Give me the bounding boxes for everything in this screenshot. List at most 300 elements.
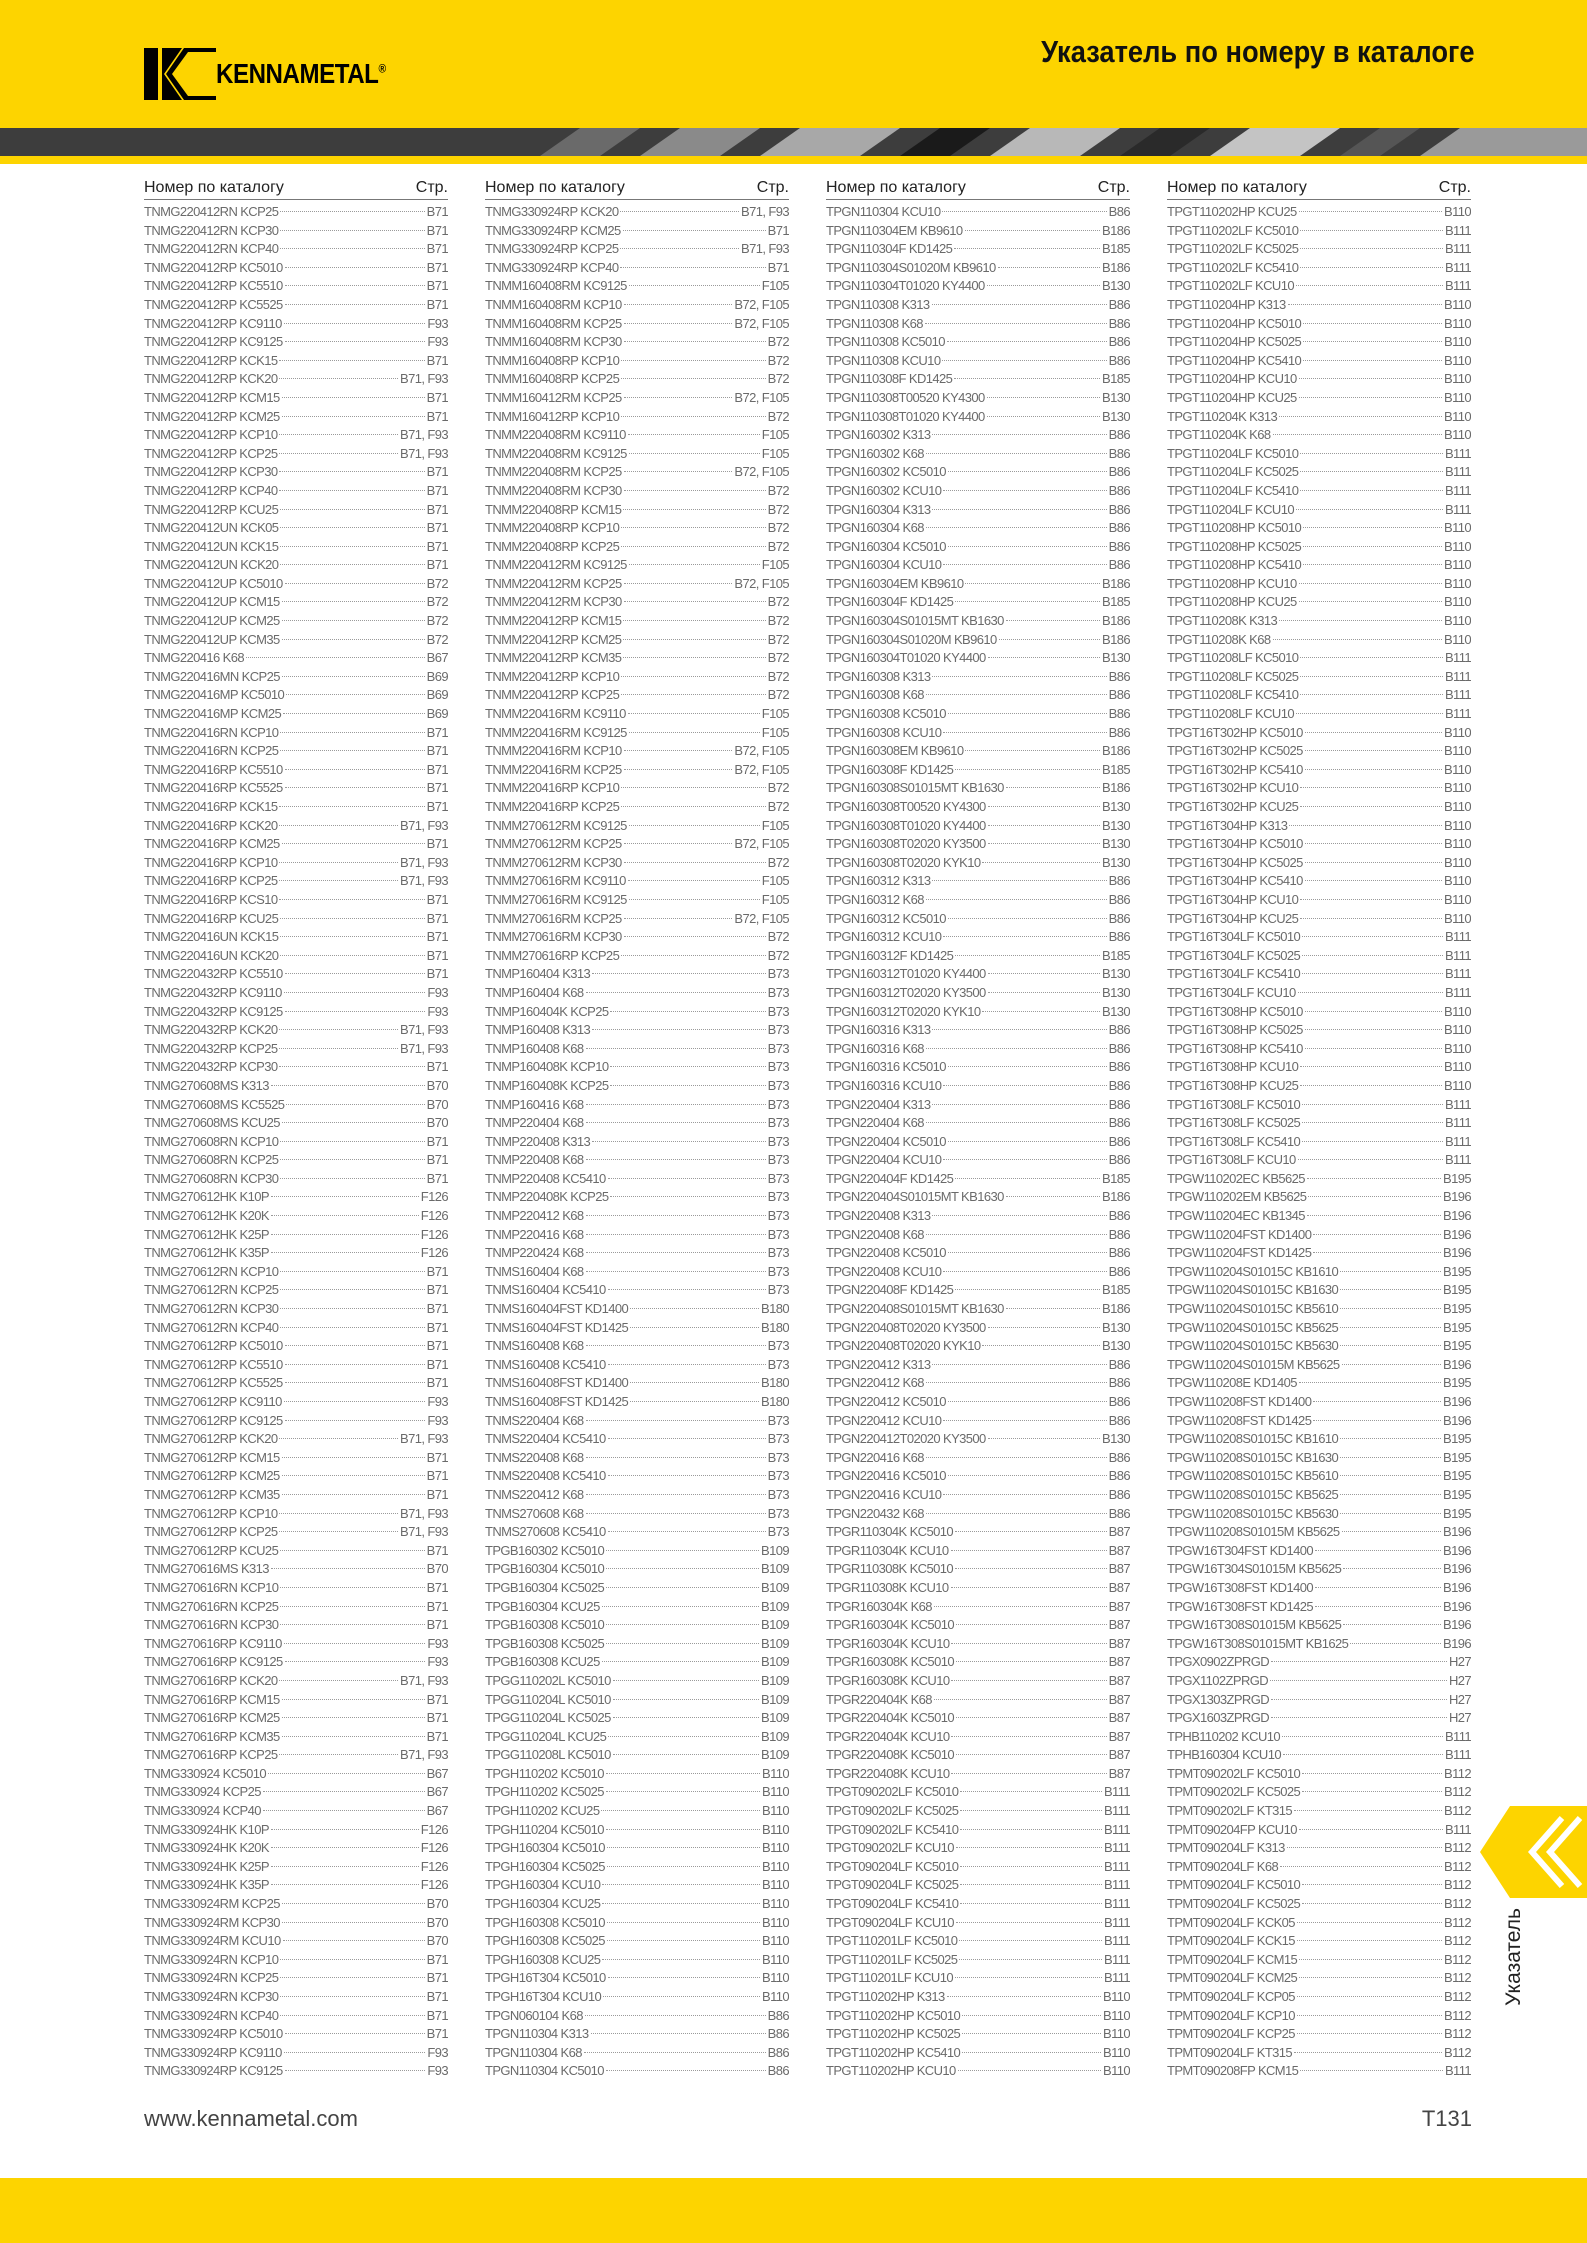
page-reference: B71 <box>426 408 448 424</box>
table-row <box>826 1672 1130 1691</box>
table-row <box>485 705 789 724</box>
page-reference: B111 <box>1444 1728 1471 1744</box>
dot-leader <box>948 1066 1107 1067</box>
table-row <box>1167 259 1471 278</box>
page-reference: B86 <box>1108 334 1130 350</box>
table-row <box>144 1969 448 1988</box>
page-header: Стр. <box>1097 179 1130 196</box>
dot-leader <box>943 1271 1106 1272</box>
page-reference: B130 <box>1102 1431 1130 1447</box>
table-row <box>485 1300 789 1319</box>
page-reference: B110 <box>1444 1077 1471 1093</box>
dot-leader <box>965 583 1100 584</box>
catalog-number: TNMG220416UN KCK15 <box>144 929 279 945</box>
table-row <box>485 426 789 445</box>
table-row <box>826 240 1130 259</box>
table-row <box>826 1635 1130 1654</box>
page-reference: B86 <box>1108 1040 1130 1056</box>
catalog-number: TNMM160408RM KCP25 <box>485 315 622 331</box>
page-reference: B110 <box>1444 1003 1471 1019</box>
catalog-number: TNMM160408RP KCP25 <box>485 371 620 387</box>
header-band <box>0 0 1587 128</box>
dot-leader <box>282 601 425 602</box>
page-reference: B87 <box>1108 1747 1130 1763</box>
table-row <box>485 203 789 222</box>
catalog-number: TNMG220412UP KCM35 <box>144 631 280 647</box>
page-reference: B196 <box>1443 1245 1471 1261</box>
catalog-number: TPGX1102ZPRGD <box>1167 1672 1269 1688</box>
catalog-number: TNMM270612RM KCP30 <box>485 854 622 870</box>
catalog-number: TPGN160304 KCU10 <box>826 557 942 573</box>
catalog-number: TNMG220416RP KC5510 <box>144 761 283 777</box>
page-reference: B111 <box>1444 1152 1471 1168</box>
dot-leader <box>592 1141 765 1142</box>
catalog-number: TNMM220416RM KCP25 <box>485 761 622 777</box>
dot-leader <box>1302 1773 1442 1774</box>
table-row <box>1167 1003 1471 1022</box>
table-row <box>1167 1505 1471 1524</box>
dot-leader <box>629 285 760 286</box>
catalog-number: TPGT110204LF KC5410 <box>1167 482 1299 498</box>
catalog-number: TPGT110204LF KC5025 <box>1167 464 1299 480</box>
dot-leader <box>1297 2033 1442 2034</box>
catalog-number: TNMG220412UP KCM15 <box>144 594 280 610</box>
table-row <box>485 1672 789 1691</box>
page-reference: B73 <box>767 1170 789 1186</box>
dot-leader <box>280 1289 424 1290</box>
table-row <box>1167 445 1471 464</box>
dot-leader <box>586 1420 766 1421</box>
catalog-number: TPGN160302 KCU10 <box>826 482 942 498</box>
dot-leader <box>280 750 424 751</box>
dot-leader <box>960 1884 1102 1885</box>
dot-leader <box>988 843 1100 844</box>
page-reference: B196 <box>1443 1189 1471 1205</box>
dot-leader <box>607 1940 760 1941</box>
dot-leader <box>1299 378 1442 379</box>
catalog-number: TPGN110304 KC5010 <box>485 2063 604 2079</box>
table-row <box>485 742 789 761</box>
table-row <box>144 1542 448 1561</box>
dot-leader <box>962 2033 1101 2034</box>
footer-url[interactable]: www.kennametal.com <box>144 2106 358 2131</box>
table-row <box>144 668 448 687</box>
dot-leader <box>282 1717 425 1718</box>
table-row <box>826 1839 1130 1858</box>
catalog-number: TPGN160304S01020M KB9610 <box>826 631 997 647</box>
catalog-number: TPGX0902ZPRGD <box>1167 1654 1270 1670</box>
catalog-number: TPGB160304 KC5010 <box>485 1561 605 1577</box>
catalog-number: TNMG220412RP KC5525 <box>144 296 283 312</box>
table-row <box>1167 1467 1471 1486</box>
table-row <box>144 538 448 557</box>
catalog-number: TPGT090202LF KC5410 <box>826 1821 959 1837</box>
dot-leader <box>279 1513 398 1514</box>
dot-leader <box>280 936 424 937</box>
page-reference: B195 <box>1443 1468 1471 1484</box>
table-row <box>144 240 448 259</box>
catalog-number: TPGT110202HP KC5010 <box>826 2007 961 2023</box>
table-row <box>1167 482 1471 501</box>
page-reference: B71, F93 <box>741 241 789 257</box>
dot-leader <box>1305 750 1442 751</box>
catalog-number: TPGT110208HP KC5025 <box>1167 538 1302 554</box>
page-reference: B186 <box>1102 222 1130 238</box>
page-reference: B71 <box>426 1319 448 1335</box>
page-reference: F105 <box>761 873 789 889</box>
page-reference: B86 <box>1108 929 1130 945</box>
table-row <box>826 556 1130 575</box>
page-reference: B71 <box>426 222 448 238</box>
page-reference: B72 <box>767 538 789 554</box>
table-row <box>1167 593 1471 612</box>
catalog-number: TPGT110204HP K313 <box>1167 296 1286 312</box>
page-reference: B110 <box>1444 296 1471 312</box>
page-reference: B71 <box>426 780 448 796</box>
page-reference: B130 <box>1102 389 1130 405</box>
table-row <box>485 1281 789 1300</box>
table-row <box>826 1281 1130 1300</box>
table-row <box>1167 463 1471 482</box>
page-reference: B73 <box>767 1449 789 1465</box>
table-row <box>1167 426 1471 445</box>
table-row <box>826 1505 1130 1524</box>
catalog-number: TPGT110202LF KC5410 <box>1167 259 1299 275</box>
page-reference: B110 <box>1444 204 1471 219</box>
page-reference: B110 <box>762 1821 789 1837</box>
catalog-number: TPGN160304T01020 KY4400 <box>826 650 986 666</box>
page-reference: B70 <box>426 1914 448 1930</box>
dot-leader <box>628 434 760 435</box>
table-row <box>144 1412 448 1431</box>
page-reference: B72 <box>767 594 789 610</box>
dot-leader <box>282 639 425 640</box>
table-row <box>1167 1151 1471 1170</box>
dot-leader <box>926 1382 1107 1383</box>
table-row <box>826 1560 1130 1579</box>
dot-leader <box>948 1141 1107 1142</box>
page-reference: B71 <box>426 482 448 498</box>
catalog-number: TPGN160304 K68 <box>826 520 924 536</box>
page-reference: F105 <box>761 891 789 907</box>
dot-leader <box>280 248 424 249</box>
dot-leader <box>608 1475 766 1476</box>
page-reference: B110 <box>762 1784 789 1800</box>
table-row <box>485 1226 789 1245</box>
dot-leader <box>586 1457 766 1458</box>
catalog-number: TNMG220412RP KCM15 <box>144 389 280 405</box>
catalog-number: TNMM160408RP KCP10 <box>485 352 620 368</box>
page-reference: B71 <box>426 1356 448 1372</box>
page-reference: B69 <box>426 687 448 703</box>
page-reference: B110 <box>1444 408 1471 424</box>
page-reference: B110 <box>1444 352 1471 368</box>
table-row <box>144 1523 448 1542</box>
page-reference: B186 <box>1102 575 1130 591</box>
catalog-number: TPGW16T308S01015MT KB1625 <box>1167 1635 1349 1651</box>
table-row <box>144 1151 448 1170</box>
catalog-number: TPGH160304 KCU10 <box>485 1877 601 1893</box>
catalog-number: TNMG330924RM KCU10 <box>144 1933 281 1949</box>
page-reference: B111 <box>1444 706 1471 722</box>
table-row <box>485 817 789 836</box>
dot-leader <box>956 1717 1107 1718</box>
page-reference: F93 <box>427 1003 448 1019</box>
page-reference: B195 <box>1443 1505 1471 1521</box>
page-header: Стр. <box>1438 179 1471 196</box>
dot-leader <box>956 1661 1107 1662</box>
page-reference: F93 <box>427 1635 448 1651</box>
table-row <box>1167 668 1471 687</box>
catalog-number: TNMP220408 K313 <box>485 1133 591 1149</box>
page-reference: B180 <box>761 1375 789 1391</box>
dot-leader <box>629 732 760 733</box>
dot-leader <box>624 843 733 844</box>
catalog-number: TPGN220416 KC5010 <box>826 1468 946 1484</box>
page-reference: B111 <box>1444 241 1471 257</box>
catalog-number: TPGT110208LF KC5410 <box>1167 687 1299 703</box>
page-reference: B71 <box>426 743 448 759</box>
page-reference: B185 <box>1102 1170 1130 1186</box>
dot-leader <box>1302 1122 1443 1123</box>
dot-leader <box>282 676 425 677</box>
dot-leader <box>246 657 425 658</box>
page-reference: B86 <box>1108 1505 1130 1521</box>
catalog-number: TNMP220416 K68 <box>485 1226 584 1242</box>
catalog-number: TPGN220408 KC5010 <box>826 1245 946 1261</box>
table-row <box>144 1467 448 1486</box>
table-row <box>144 1783 448 1802</box>
dot-leader <box>926 694 1107 695</box>
dot-leader <box>282 1457 425 1458</box>
catalog-number: TPGN160302 K68 <box>826 445 924 461</box>
page-reference: B111 <box>1103 1784 1130 1800</box>
page-reference: B86 <box>1108 724 1130 740</box>
page-reference: B130 <box>1102 984 1130 1000</box>
page-reference: B86 <box>767 2063 789 2079</box>
table-row <box>485 910 789 929</box>
dot-leader <box>624 769 733 770</box>
table-row <box>826 1244 1130 1263</box>
table-row <box>144 1505 448 1524</box>
catalog-number: TNMG270608MS KC5525 <box>144 1096 285 1112</box>
table-row <box>144 277 448 296</box>
catalog-number: TPGN220404 K313 <box>826 1096 931 1112</box>
table-row <box>826 1058 1130 1077</box>
catalog-number: TNMS160408 K68 <box>485 1338 584 1354</box>
table-row <box>485 1821 789 1840</box>
page-reference: B111 <box>1444 1115 1471 1131</box>
page-reference: F105 <box>761 817 789 833</box>
dot-leader <box>943 490 1106 491</box>
page-reference: B196 <box>1443 1394 1471 1409</box>
page-reference: H27 <box>1448 1654 1471 1670</box>
table-row <box>826 1040 1130 1059</box>
table-row <box>826 482 1130 501</box>
table-row <box>485 1505 789 1524</box>
table-row <box>1167 1653 1471 1672</box>
page-reference: B71 <box>426 520 448 536</box>
dot-leader <box>1313 1401 1441 1402</box>
catalog-number: TNMP220412 K68 <box>485 1208 584 1224</box>
page-reference: F105 <box>761 445 789 461</box>
table-row <box>485 649 789 668</box>
catalog-number: TNMM160408RM KCP10 <box>485 296 622 312</box>
table-row <box>826 203 1130 222</box>
dot-leader <box>606 1550 759 1551</box>
table-row <box>1167 1077 1471 1096</box>
dot-leader <box>1302 973 1443 974</box>
table-row <box>1167 1783 1471 1802</box>
dot-leader <box>1300 676 1443 677</box>
table-row <box>144 1932 448 1951</box>
table-row <box>1167 333 1471 352</box>
page-reference: B71, F93 <box>400 817 448 833</box>
catalog-number: TPGT16T304LF KC5025 <box>1167 947 1301 963</box>
table-row <box>144 891 448 910</box>
catalog-number: TNMG270612HK K10P <box>144 1189 269 1205</box>
catalog-number: TPGW16T304S01015M KB5625 <box>1167 1561 1342 1577</box>
table-row <box>144 965 448 984</box>
table-row <box>1167 872 1471 891</box>
dot-leader <box>271 1866 419 1867</box>
table-row <box>144 1300 448 1319</box>
table-row <box>144 1579 448 1598</box>
page-reference: B111 <box>1444 984 1471 1000</box>
page-reference: B70 <box>426 1115 448 1131</box>
catalog-number: TPGN110304EM KB9610 <box>826 222 963 238</box>
page-reference: F126 <box>420 1226 448 1242</box>
table-row <box>1167 724 1471 743</box>
catalog-number: TNMG270616RP KCP25 <box>144 1747 278 1763</box>
table-row <box>826 631 1130 650</box>
table-row <box>1167 352 1471 371</box>
table-row <box>144 612 448 631</box>
page-reference: B130 <box>1102 650 1130 666</box>
dot-leader <box>1305 732 1442 733</box>
catalog-number: TNMG330924RP KC9125 <box>144 2063 283 2079</box>
dot-leader <box>1288 304 1442 305</box>
page-reference: B110 <box>1103 2026 1130 2042</box>
page-reference: B72, F105 <box>734 296 789 312</box>
table-row <box>1167 1263 1471 1282</box>
catalog-number: TPGW110208FST KD1425 <box>1167 1412 1312 1428</box>
dot-leader <box>1315 1587 1441 1588</box>
dot-leader <box>1340 1457 1441 1458</box>
dot-leader <box>1303 323 1442 324</box>
catalog-number: TNMM220412RP KCP25 <box>485 687 620 703</box>
page-reference: B112 <box>1444 1765 1471 1781</box>
catalog-number: TPMT090204LF KCK05 <box>1167 1914 1295 1930</box>
table-row <box>485 1914 789 1933</box>
page-reference: B112 <box>1444 1877 1471 1893</box>
catalog-number: TNMG330924HK K10P <box>144 1821 269 1837</box>
table-row <box>1167 1374 1471 1393</box>
table-row <box>144 1096 448 1115</box>
dot-leader <box>610 1011 765 1012</box>
page-reference: B73 <box>767 1282 789 1298</box>
dot-leader <box>630 1308 759 1309</box>
page-reference: B111 <box>1444 482 1471 498</box>
page-reference: B86 <box>1108 464 1130 480</box>
catalog-number: TNMM270616RM KCP25 <box>485 910 622 926</box>
catalog-number: TPGN160308T00520 KY4300 <box>826 799 986 814</box>
page-reference: B71 <box>426 1970 448 1986</box>
dot-leader <box>932 509 1106 510</box>
page-reference: B109 <box>761 1654 789 1670</box>
catalog-number: TPGW110204S01015C KB1630 <box>1167 1282 1339 1298</box>
catalog-number: TPGN110308 KC5010 <box>826 334 945 350</box>
dot-leader <box>285 2033 425 2034</box>
page-reference: B110 <box>1444 817 1471 833</box>
catalog-number: TNMM220408RM KCP25 <box>485 464 622 480</box>
page-reference: F126 <box>420 1877 448 1893</box>
table-row <box>485 984 789 1003</box>
table-row <box>485 1876 789 1895</box>
table-row <box>1167 1133 1471 1152</box>
dot-leader <box>280 732 424 733</box>
catalog-number: TNMS270608 K68 <box>485 1505 584 1521</box>
catalog-number: TNMM160408RM KC9125 <box>485 278 627 294</box>
dot-leader <box>1313 1234 1441 1235</box>
dot-leader <box>1297 1996 1442 1997</box>
dot-leader <box>606 1624 759 1625</box>
dot-leader <box>943 732 1106 733</box>
page-reference: B112 <box>1444 2044 1471 2060</box>
dot-leader <box>285 267 425 268</box>
table-row <box>1167 575 1471 594</box>
page-reference: B196 <box>1443 1226 1471 1242</box>
dot-leader <box>926 453 1107 454</box>
page-reference: B110 <box>1444 1040 1471 1056</box>
table-row <box>826 1895 1130 1914</box>
catalog-number: TNMM270612RM KC9125 <box>485 817 627 833</box>
catalog-number: TNMG220416RN KCP10 <box>144 724 279 740</box>
dot-leader <box>1300 657 1443 658</box>
catalog-number: TNMG270612RP KCM35 <box>144 1486 280 1502</box>
table-row <box>485 389 789 408</box>
page-reference: B86 <box>1108 1394 1130 1409</box>
dot-leader <box>271 1847 419 1848</box>
page-reference: B71 <box>426 501 448 517</box>
page-reference: B195 <box>1443 1282 1471 1298</box>
table-row <box>485 2044 789 2063</box>
page-reference: F93 <box>427 984 448 1000</box>
dot-leader <box>282 416 425 417</box>
catalog-number: TPGN160312 K313 <box>826 873 931 889</box>
table-row <box>144 1616 448 1635</box>
catalog-number: TNMS220408 K68 <box>485 1449 584 1465</box>
page-reference: B130 <box>1102 1338 1130 1354</box>
dot-leader <box>283 713 425 714</box>
catalog-number: TNMG270612RP KC5510 <box>144 1356 283 1372</box>
page-reference: B86 <box>1108 557 1130 573</box>
catalog-number: TNMG220412RP KCP10 <box>144 427 278 443</box>
page-reference: B110 <box>1444 389 1471 405</box>
catalog-number: TPGN160304EM KB9610 <box>826 575 964 591</box>
catalog-number: TNMG220416RP KCM25 <box>144 836 280 852</box>
dot-leader <box>280 1959 424 1960</box>
page-reference: B111 <box>1103 1951 1130 1967</box>
table-row <box>485 352 789 371</box>
page-reference: B86 <box>1108 873 1130 889</box>
table-row <box>485 686 789 705</box>
catalog-number: TPGW110208S01015C KB5610 <box>1167 1468 1339 1484</box>
page-reference: B110 <box>1444 427 1471 443</box>
table-row <box>485 1096 789 1115</box>
dot-leader <box>1313 1252 1441 1253</box>
dot-leader <box>1340 1438 1441 1439</box>
